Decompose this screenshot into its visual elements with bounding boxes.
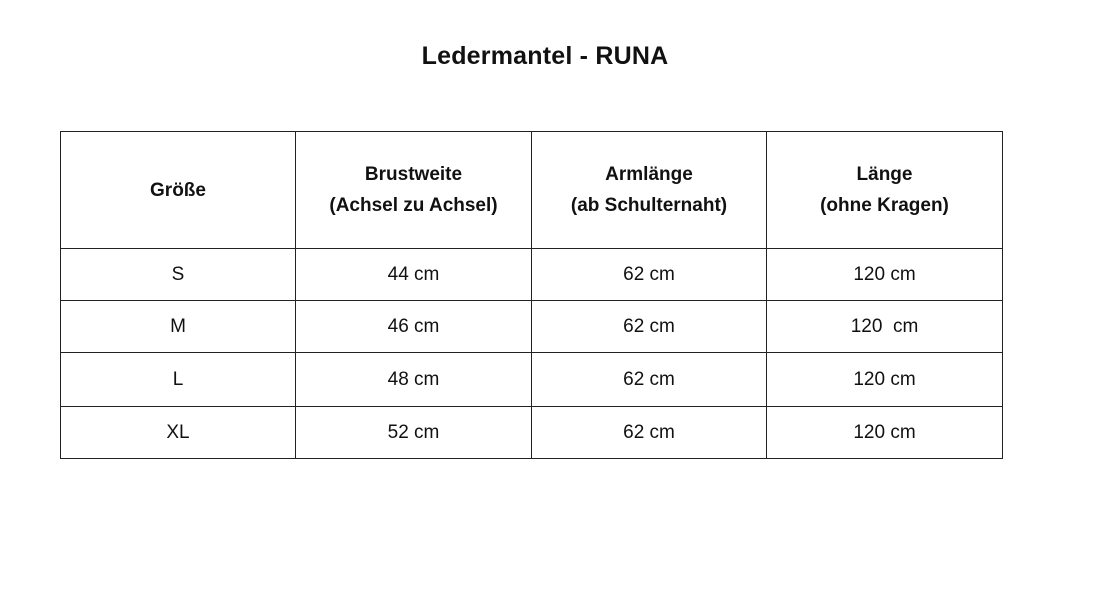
cell-size: M (61, 301, 296, 353)
header-size-label: Größe (150, 179, 206, 201)
header-sleeve-length-sublabel: (ab Schulternaht) (570, 195, 728, 216)
table-row (61, 301, 1003, 353)
cell-chest-width: 44 cm (296, 249, 532, 301)
cell-chest-width: 46 cm (296, 301, 532, 353)
cell-sleeve-length: 62 cm (532, 301, 767, 353)
table-row (61, 353, 1003, 407)
header-length-sublabel: (ohne Kragen) (820, 195, 949, 216)
header-length-label: Länge (856, 164, 913, 185)
table-row (61, 407, 1003, 459)
cell-size: S (61, 249, 296, 301)
cell-chest-width: 48 cm (296, 353, 532, 407)
cell-length: 120 cm (767, 249, 1003, 301)
cell-size: L (61, 353, 296, 407)
cell-length: 120 cm (767, 407, 1003, 459)
cell-size: XL (61, 407, 296, 459)
header-chest-width-sublabel: (Achsel zu Achsel) (329, 195, 498, 216)
cell-chest-width: 52 cm (296, 407, 532, 459)
page-title: Ledermantel - RUNA (421, 42, 669, 70)
header-size (61, 132, 296, 249)
size-table (60, 131, 1003, 459)
cell-length: 120 cm (767, 353, 1003, 407)
cell-length: 120 cm (767, 301, 1003, 353)
header-chest-width (296, 132, 532, 249)
header-sleeve-length-label: Armlänge (605, 164, 693, 185)
cell-sleeve-length: 62 cm (532, 353, 767, 407)
table-header-row (61, 132, 1003, 249)
header-chest-width-label: Brustweite (364, 164, 463, 185)
header-sleeve-length (532, 132, 767, 249)
cell-sleeve-length: 62 cm (532, 249, 767, 301)
header-length (767, 132, 1003, 249)
table-row (61, 249, 1003, 301)
cell-sleeve-length: 62 cm (532, 407, 767, 459)
